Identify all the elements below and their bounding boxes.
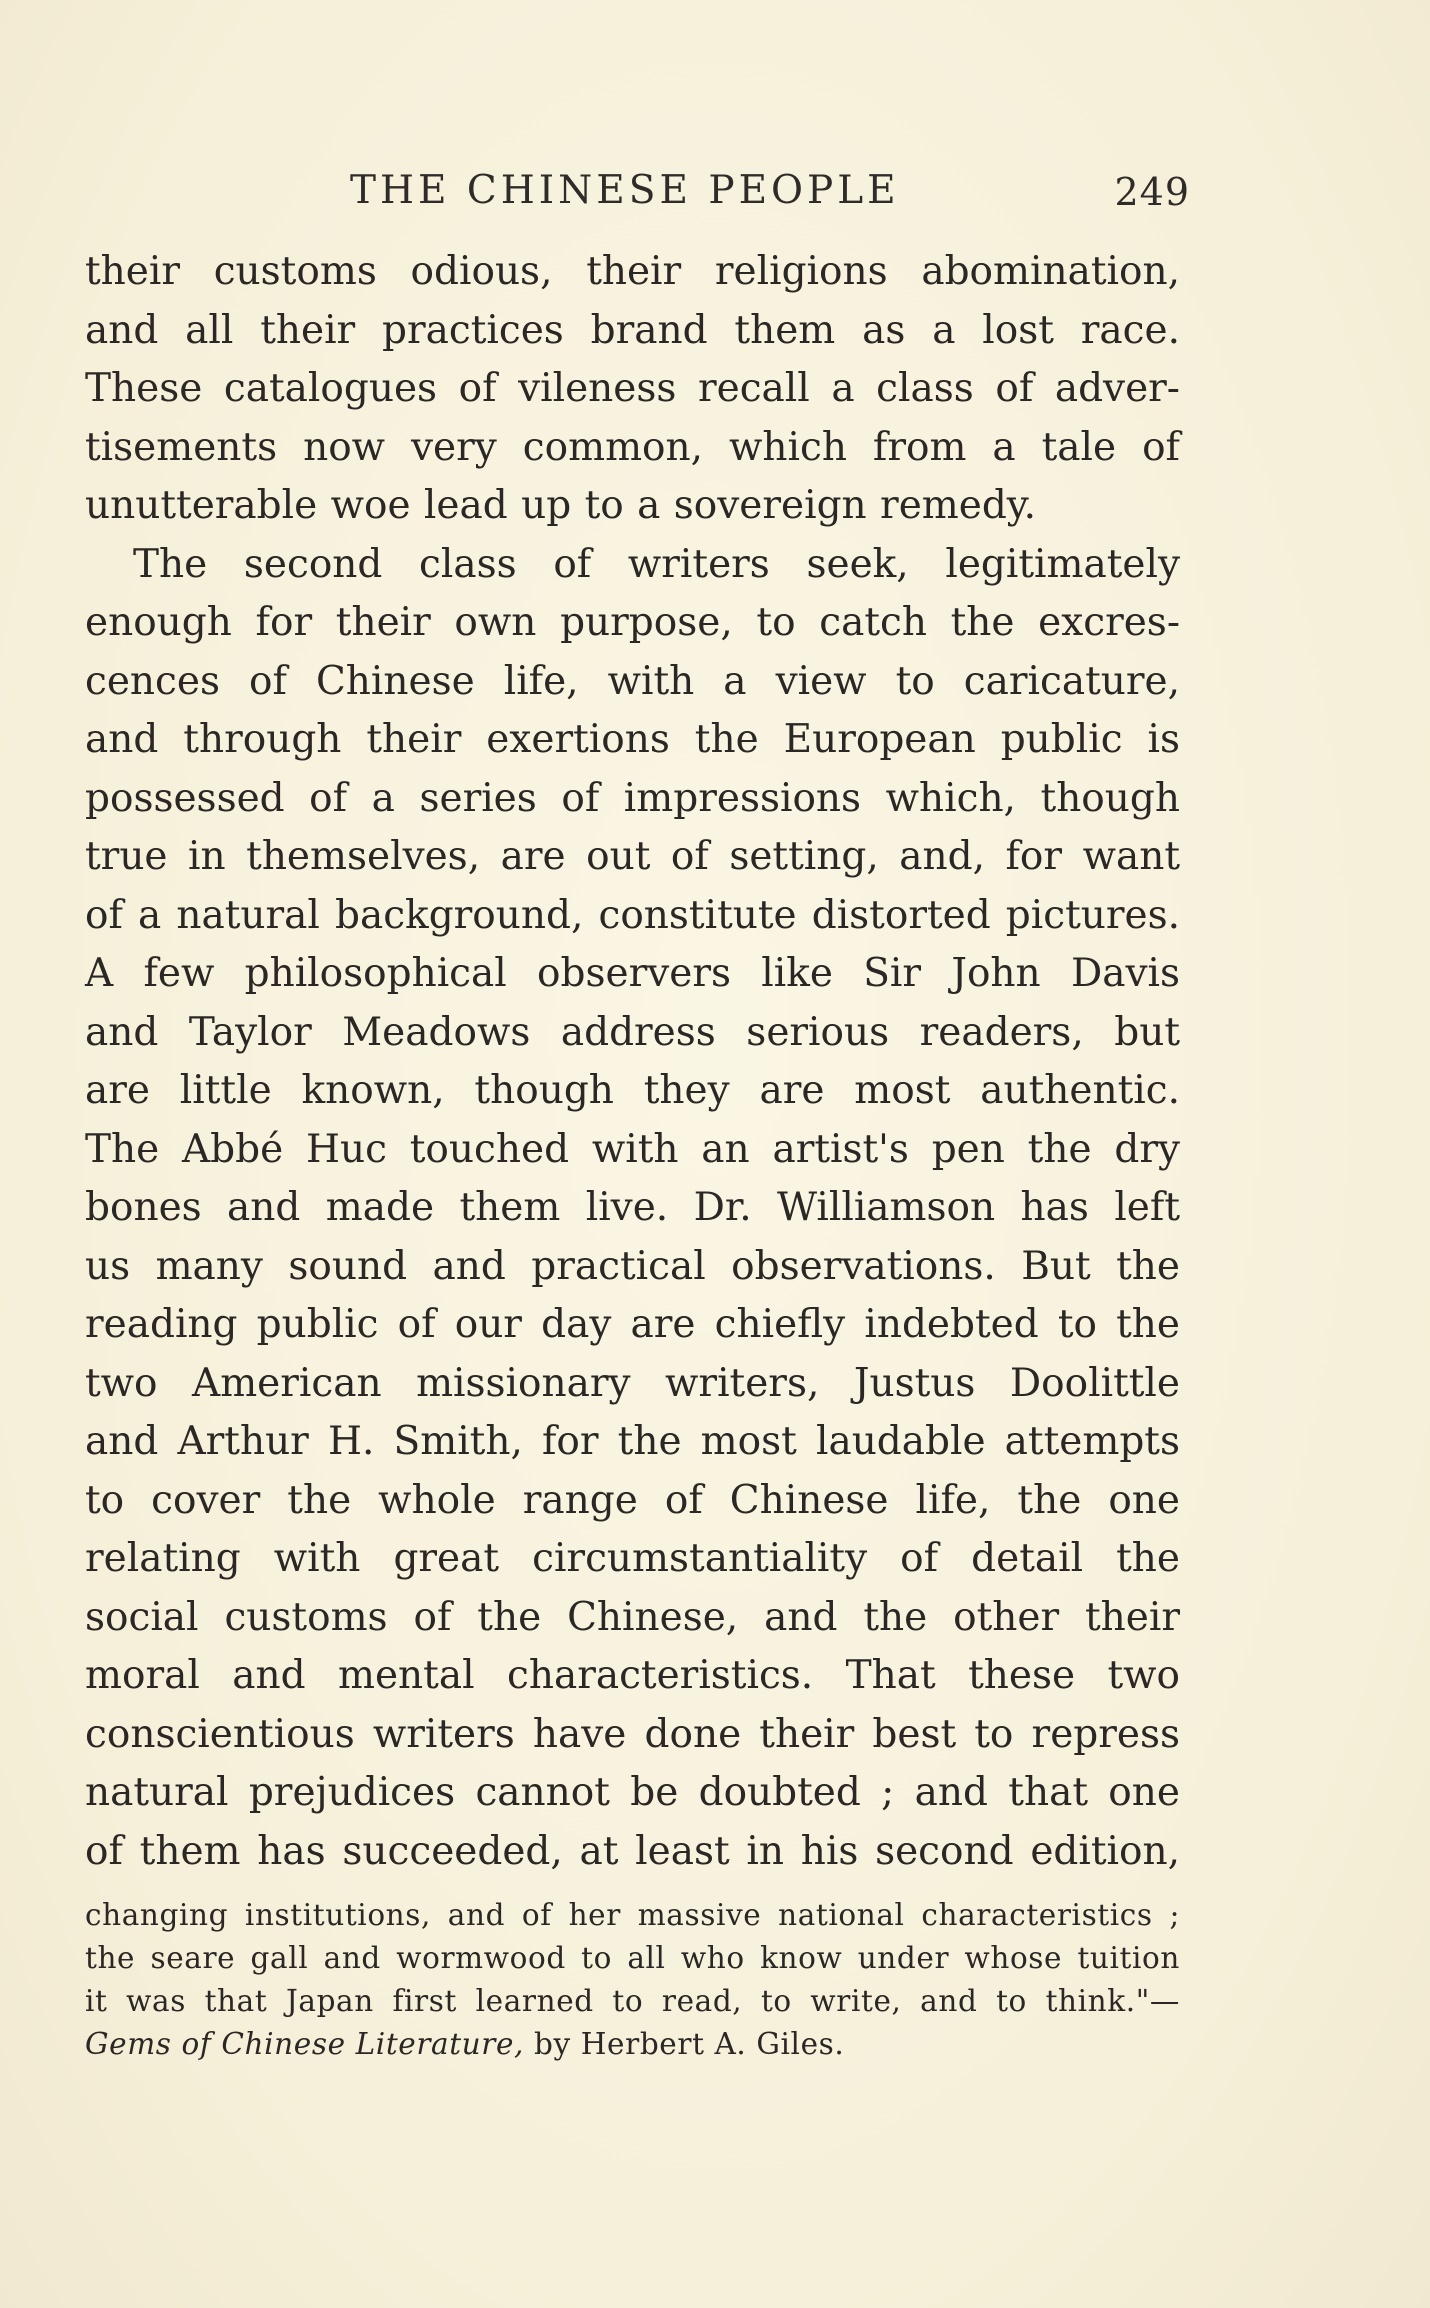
running-title: THE CHINESE PEOPLE xyxy=(350,168,900,213)
text-line: A few philosophical observers like Sir John Davis xyxy=(85,951,1180,996)
footnote xyxy=(85,1894,1180,2066)
text-line: two American missionary writers, Justus Doolittle xyxy=(85,1360,1180,1406)
text-line: bones and made them live. Dr. Williamson has left xyxy=(85,1185,1180,1230)
citation-author: by Herbert A. Giles. xyxy=(524,2027,845,2061)
text-line: true in themselves, are out of setting, and, for want xyxy=(85,834,1180,879)
text-line: cences of Chinese life, with a view to caricature, xyxy=(85,658,1180,704)
text-line: relating with great circumstantiality of detail the xyxy=(85,1536,1180,1581)
text-line: The second class of writers seek, legitimately xyxy=(133,541,1180,587)
text-line: natural prejudices cannot be doubted ; and that one xyxy=(85,1770,1180,1815)
citation-title: Gems of Chinese Literature, xyxy=(85,2027,525,2061)
text-line: possessed of a series of impressions which, though xyxy=(85,775,1180,821)
text-line: These catalogues of vileness recall a class of adver- xyxy=(85,366,1180,411)
footnote-citation xyxy=(85,2023,1180,2066)
text-line: of them has succeeded, at least in his second edition, xyxy=(85,1828,1180,1874)
text-line: conscientious writers have done their best to repress xyxy=(85,1711,1180,1757)
text-line: us many sound and practical observations. But the xyxy=(85,1243,1180,1289)
footnote-line: it was that Japan first learned to read, to write, and to think."— xyxy=(85,1984,1180,2018)
text-line: unutterable woe lead up to a sovereign remedy. xyxy=(85,483,1037,528)
text-line: of a natural background, constitute distorted pictures. xyxy=(85,892,1180,938)
text-line: tisements now very common, which from a tale of xyxy=(85,424,1180,470)
footnote-line: the seare gall and wormwood to all who know under whose tuition xyxy=(85,1941,1180,1975)
text-line: enough for their own purpose, to catch the excres- xyxy=(85,600,1180,645)
text-line: social customs of the Chinese, and the other their xyxy=(85,1594,1180,1640)
body-text xyxy=(85,243,1180,1881)
text-line: and Taylor Meadows address serious readers, but xyxy=(85,1009,1180,1055)
text-line: their customs odious, their religions abomination, xyxy=(85,249,1180,294)
text-line: to cover the whole range of Chinese life, the one xyxy=(85,1477,1180,1523)
text-line: The Abbé Huc touched with an artist's pen the dry xyxy=(85,1126,1180,1172)
page-header xyxy=(350,168,1190,218)
text-line: are little known, though they are most authentic. xyxy=(85,1068,1180,1113)
text-line: reading public of our day are chiefly indebted to the xyxy=(85,1302,1180,1347)
text-line: moral and mental characteristics. That these two xyxy=(85,1653,1180,1698)
text-line: and through their exertions the European public is xyxy=(85,717,1180,762)
text-line: and Arthur H. Smith, for the most laudable attempts xyxy=(85,1419,1180,1464)
text-line: and all their practices brand them as a lost race. xyxy=(85,307,1180,353)
footnote-line: changing institutions, and of her massive national characteristics ; xyxy=(85,1898,1180,1932)
page-number: 249 xyxy=(1114,170,1190,214)
